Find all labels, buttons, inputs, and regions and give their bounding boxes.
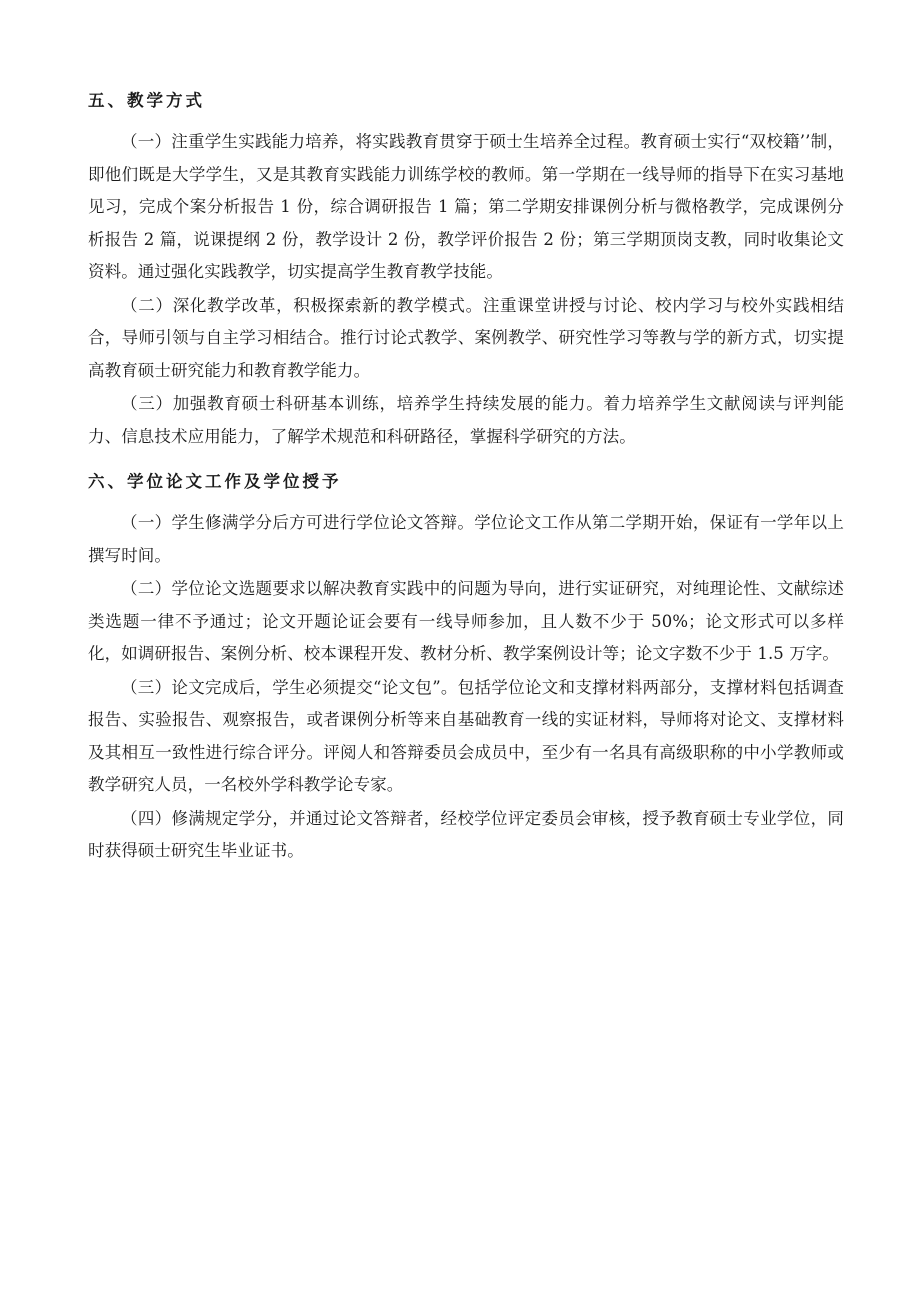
section-heading: 五、教学方式 <box>88 91 205 110</box>
paragraph: （四）修满规定学分，并通过论文答辩者，经校学位评定委员会审核，授予教育硕士专业学位，同时获得硕士研究生毕业证书。 <box>88 808 844 860</box>
paragraph: （一）学生修满学分后方可进行学位论文答辩。学位论文工作从第二学期开始，保证有一学年以上撰写时间。 <box>88 513 844 565</box>
document-page <box>88 86 844 869</box>
section-heading: 六、学位论文工作及学位授予 <box>88 472 342 491</box>
paragraph: （二）深化教学改革，积极探索新的教学模式。注重课堂讲授与讨论、校内学习与校外实践相结合，导师引领与自主学习相结合。推行讨论式教学、案例教学、研究性学习等教与学的新方式，切实提高教育硕士研究能力和教育教学能力。 <box>88 295 844 380</box>
section-thesis-and-degree <box>88 467 844 868</box>
paragraph: （三）论文完成后，学生必须提交“论文包”。包括学位论文和支撑材料两部分，支撑材料包括调查报告、实验报告、观察报告，或者课例分析等来自基础教育一线的实证材料，导师将对论文、支撑材料及其相互一致性进行综合评分。评阅人和答辩委员会成员中，至少有一名具有高级职称的中小学教师或教学研究人员，一名校外学科教学论专家。 <box>88 677 844 794</box>
paragraph: （一）注重学生实践能力培养，将实践教育贯穿于硕士生培养全过程。教育硕士实行“双校籍’’制，即他们既是大学学生，又是其教育实践能力训练学校的教师。第一学期在一线导师的指导下在实习基地见习，完成个案分析报告 1 份，综合调研报告 1 篇；第二学期安排课例分析与微格教学，完成课例分析报告 2 篇，说课提纲 2 份，教学设计 2 份，教学评价报告 2 份；第三学期顶岗支教，同时收集论文资料。通过强化实践教学，切实提高学生教育教学技能。 <box>88 132 844 281</box>
paragraph: （三）加强教育硕士科研基本训练，培养学生持续发展的能力。着力培养学生文献阅读与评判能力、信息技术应用能力，了解学术规范和科研路径，掌握科学研究的方法。 <box>88 394 844 446</box>
section-teaching-methods <box>88 86 844 453</box>
paragraph: （二）学位论文选题要求以解决教育实践中的问题为导向，进行实证研究，对纯理论性、文献综述类选题一律不予通过；论文开题论证会要有一线导师参加，且人数不少于 50%；论文形式可以多样化，如调研报告、案例分析、校本课程开发、教材分析、教学案例设计等；论文字数不少于 1.5 万字。 <box>88 579 844 663</box>
